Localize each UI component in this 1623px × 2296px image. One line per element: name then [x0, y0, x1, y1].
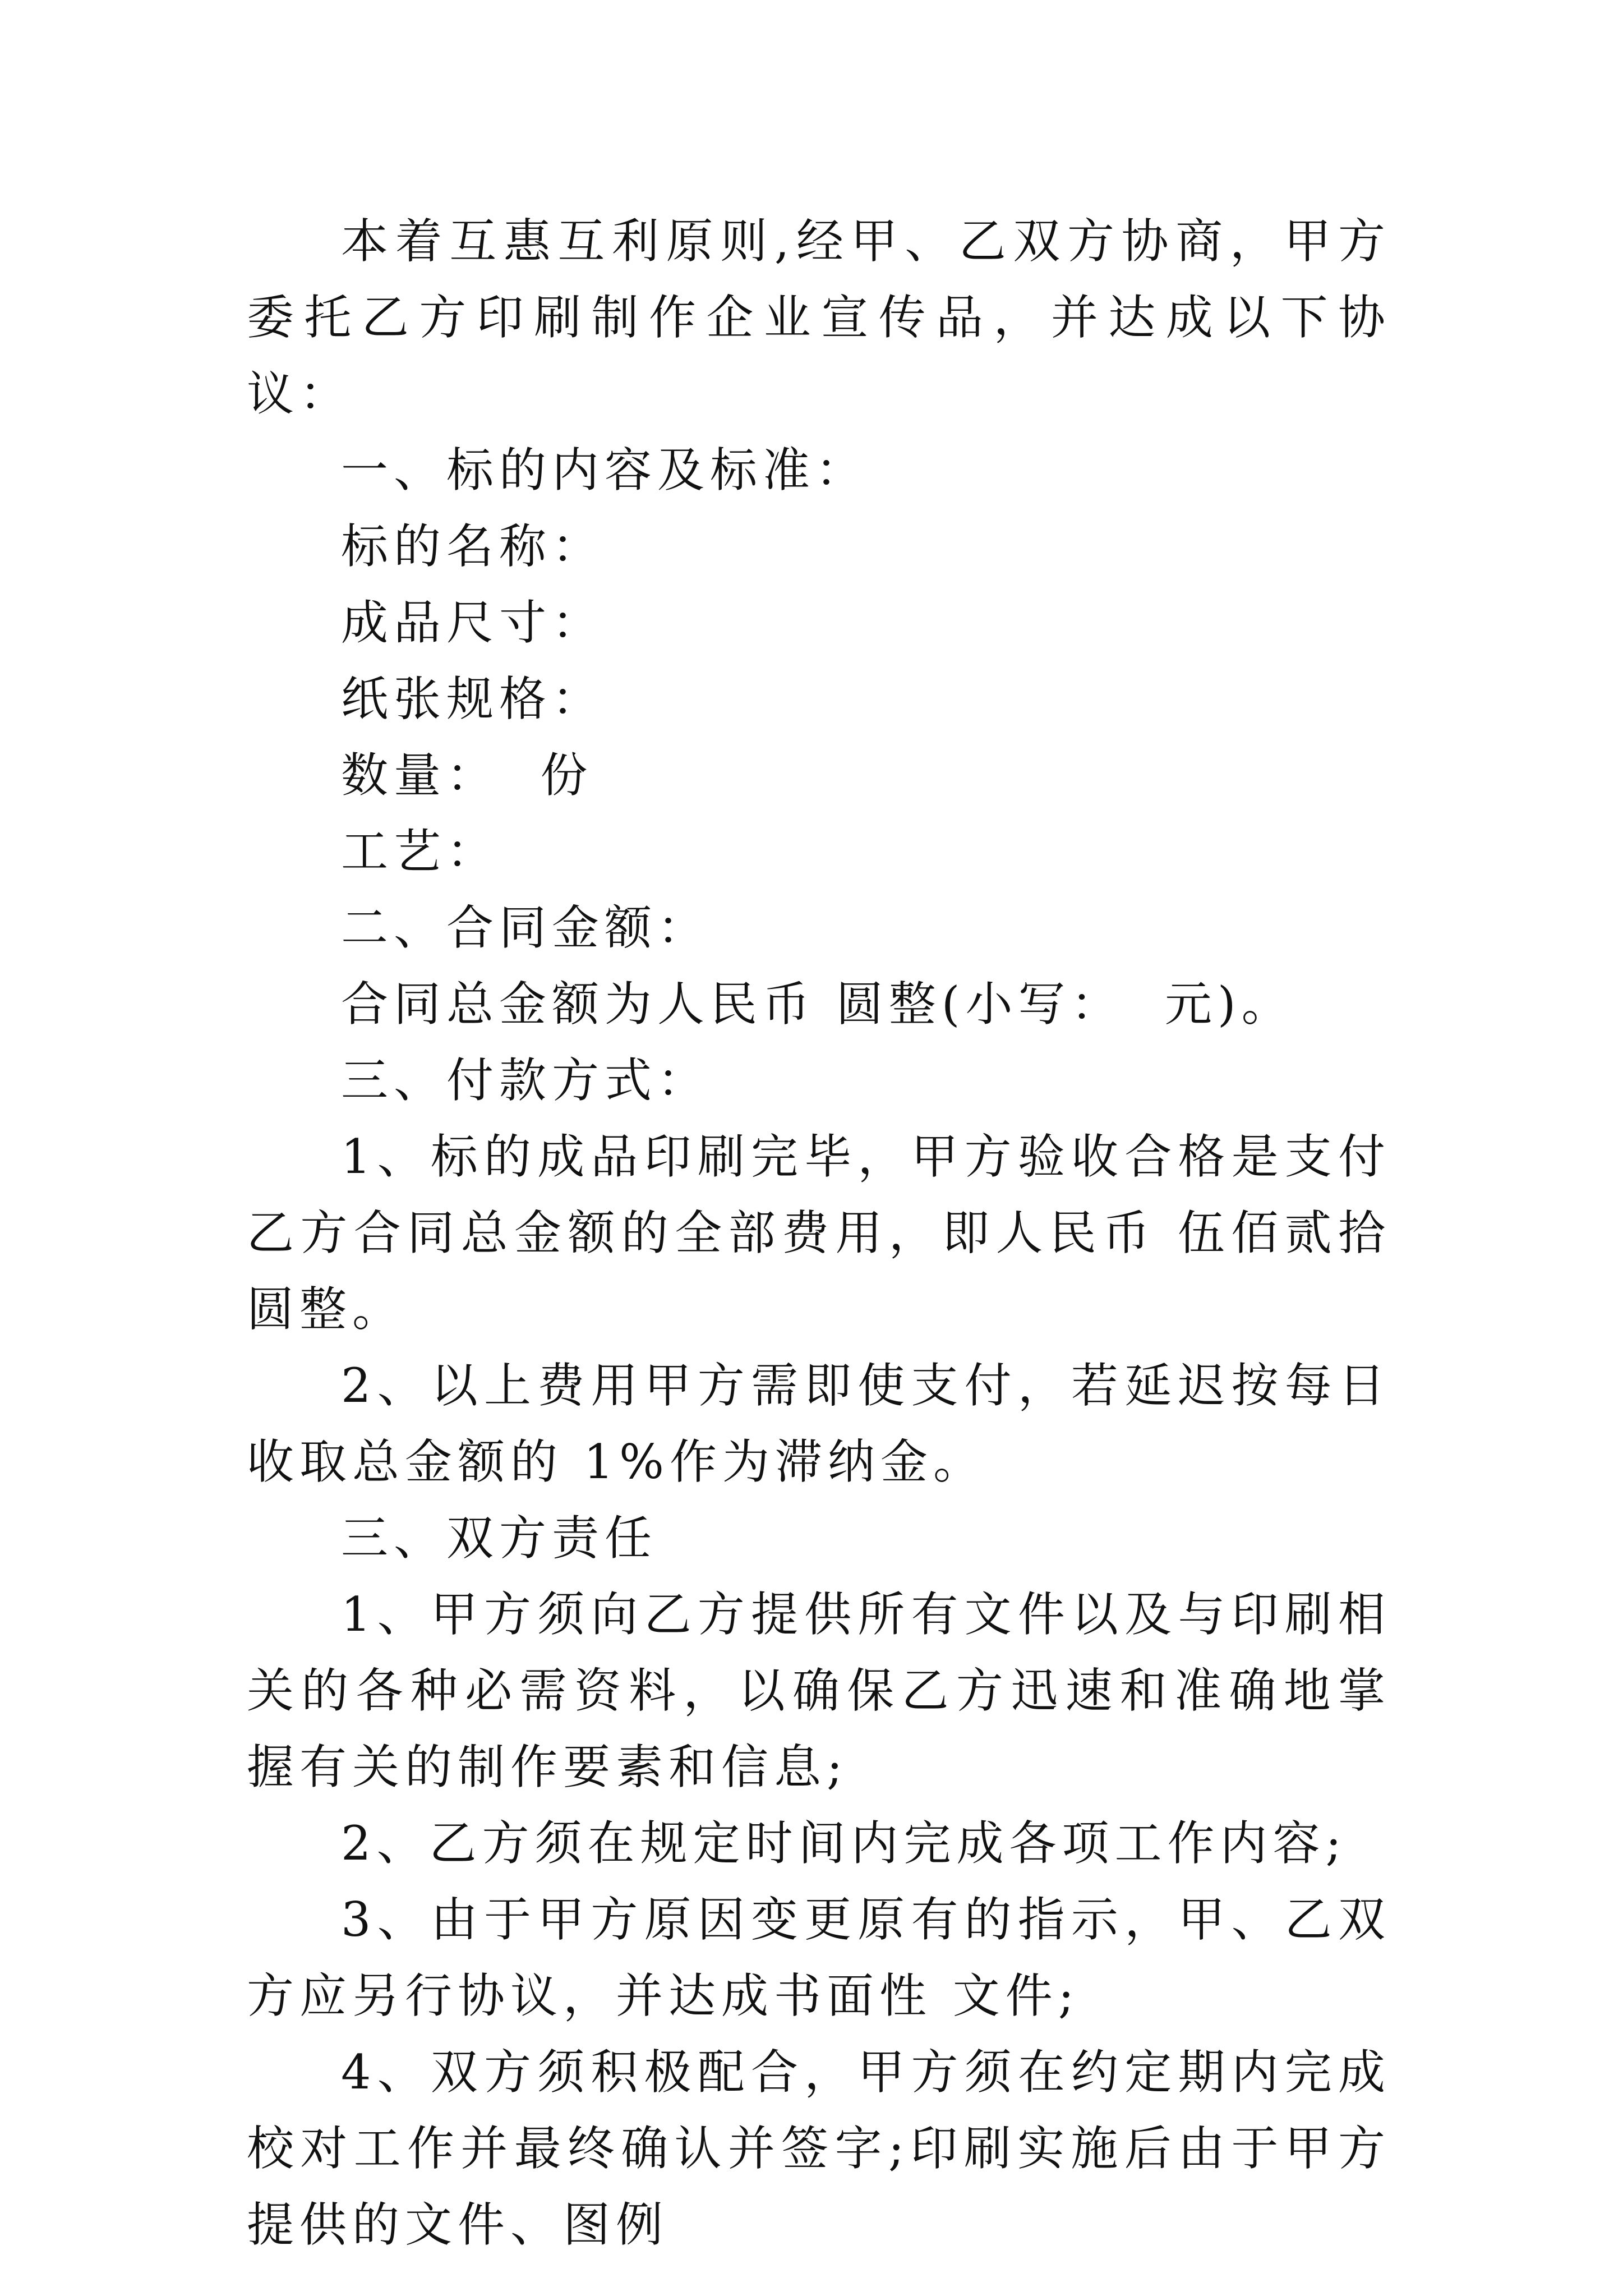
document-body: [247, 203, 1391, 2263]
responsibility-clause-2: 2、乙方须在规定时间内完成各项工作内容;: [341, 1816, 1347, 1871]
field-process: 工艺：: [341, 824, 500, 879]
section-heading-subject: 一、标的内容及标准：: [341, 443, 869, 498]
field-quantity: 数量： 份: [341, 748, 593, 803]
responsibility-clause-3: 3、由于甲方原因变更原有的指示，甲、乙双方应另行协议，并达成书面性 文件;: [247, 1892, 1391, 2023]
field-paper-spec: 纸张规格：: [341, 671, 605, 726]
contract-amount-paragraph: 合同总金额为人民币 圆整(小写： 元)。: [341, 977, 1294, 1032]
section-heading-payment: 三、付款方式：: [341, 1053, 711, 1108]
payment-clause-2: 2、以上费用甲方需即使支付，若延迟按每日收取总金额的 1%作为滞纳金。: [247, 1358, 1391, 1489]
field-subject-name: 标的名称：: [341, 519, 605, 574]
intro-paragraph: 本着互惠互利原则,经甲、乙双方协商，甲方委托乙方印刷制作企业宣传品，并达成以下协议：: [247, 214, 1391, 421]
payment-clause-1: 1、标的成品印刷完毕，甲方验收合格是支付乙方合同总金额的全部费用，即人民币 伍佰贰拾 圆整。: [247, 1129, 1391, 1337]
field-finished-size: 成品尺寸：: [341, 595, 605, 650]
responsibility-clause-4: 4、双方须积极配合，甲方须在约定期内完成校对工作并最终确认并签字;印刷实施后由于甲方提供的文件、图例: [247, 2045, 1391, 2252]
responsibility-clause-1: 1、甲方须向乙方提供所有文件以及与印刷相关的各种必需资料，以确保乙方迅速和准确地掌握有关的制作要素和信息;: [247, 1587, 1391, 1795]
section-heading-responsibilities: 三、双方责任: [341, 1511, 658, 1566]
section-heading-amount: 二、合同金额：: [341, 900, 711, 955]
